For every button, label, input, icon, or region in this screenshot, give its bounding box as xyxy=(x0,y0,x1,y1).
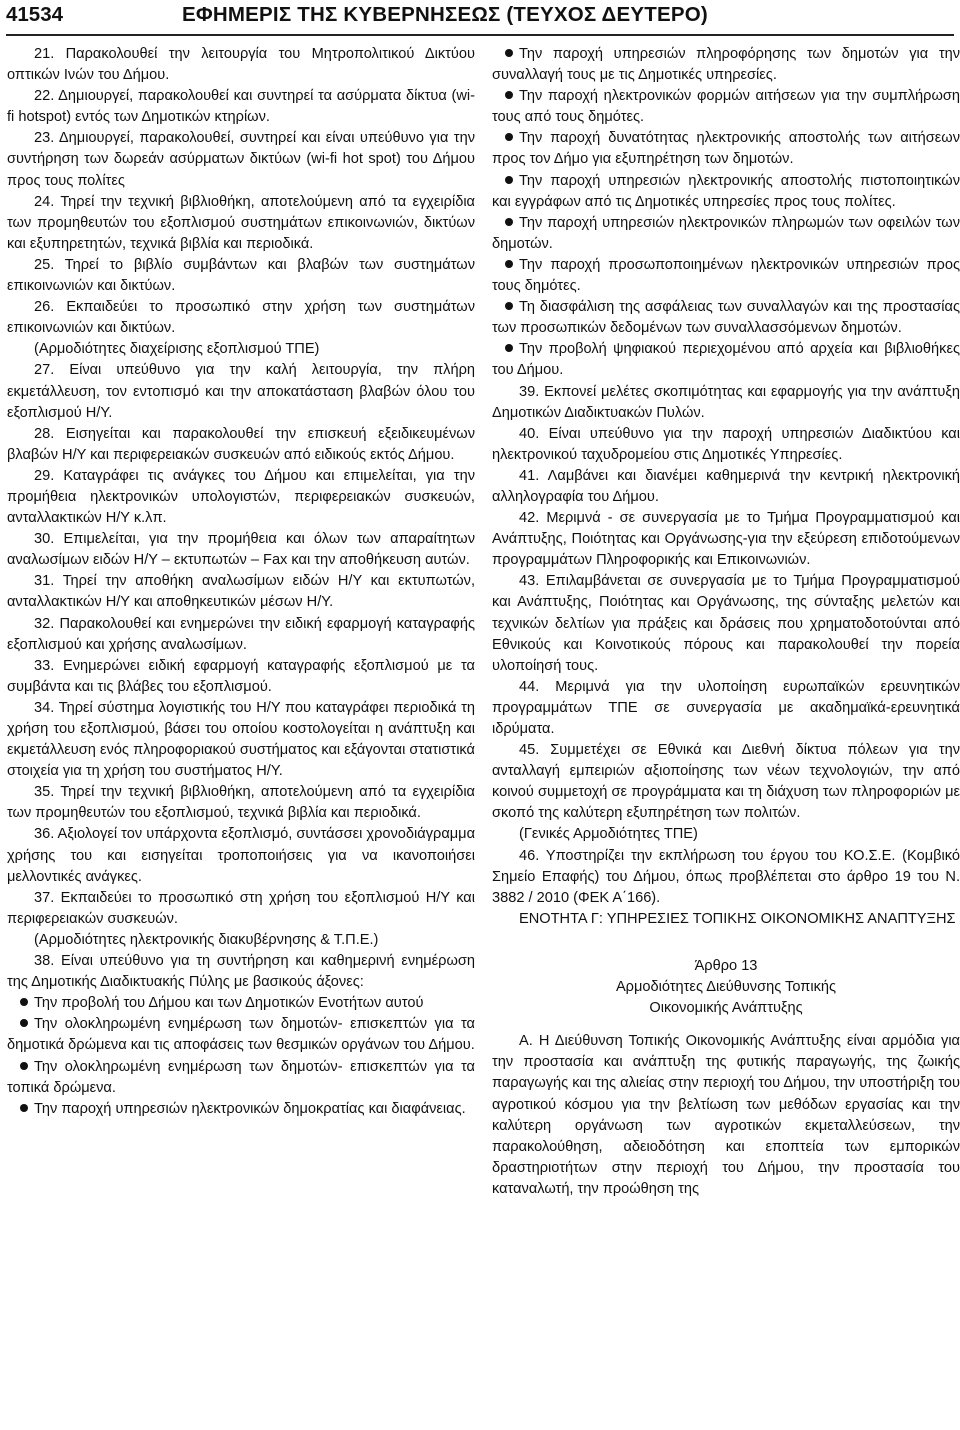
bullet-icon xyxy=(505,344,513,352)
left-column xyxy=(7,44,475,1120)
bullet-icon xyxy=(505,218,513,226)
paragraph-43: 43. Επιλαμβάνεται σε συνεργασία με το Τμήμα Προγραμματισμού και Ανάπτυξης, Ποιότητας και Οργάνωσης, της σύνταξης μελετών και τεχνικών δελτίων για πράξεις και δράσεις που χρηματοδοτούνται από Εθνικούς και Κοινοτικούς πόρους και παρακολουθεί την πορεία υλοποίησή τους. xyxy=(492,573,960,674)
article-body: Α. Η Διεύθυνση Τοπικής Οικονομικής Ανάπτυξης είναι αρμόδια για την προστασία και ανάπτυξη της φυτικής παραγωγής, της ζωικής παραγωγής και της αλιείας στην περιοχή του Δήμου, την υποστήριξη του αγροτικού κόσμου για την βελτίωση των μεθόδων εργασίας και την καλύτερη οργάνωση των αγροτικών εκμεταλλεύσεων, την παρακολούθηση, αδειοδότηση και εποπτεία των εμπορικών δραστηριοτήτων στην περιοχή του Δήμου, την προστασία του καταναλωτή, την προώθηση της xyxy=(492,1033,960,1197)
section-label-general: (Γενικές Αρμοδιότητες ΤΠΕ) xyxy=(519,826,698,843)
paragraph-38: 38. Είναι υπεύθυνο για τη συντήρηση και καθημερινή ενημέρωση της Δημοτικής Διαδικτυακής Πύλης με βασικούς άξονες: xyxy=(7,953,475,991)
right-column xyxy=(492,44,960,1200)
bullet-item: Την προβολή του Δήμου και των Δημοτικών Ενοτήτων αυτού xyxy=(7,993,475,1014)
bullet-icon xyxy=(20,1062,28,1070)
section-heading-unit-c: ΕΝΟΤΗΤΑ Γ: ΥΠΗΡΕΣΙΕΣ ΤΟΠΙΚΗΣ ΟΙΚΟΝΟΜΙΚΗΣ ΑΝΑΠΤΥΞΗΣ xyxy=(519,910,956,927)
paragraph-42: 42. Μεριμνά - σε συνεργασία με το Τμήμα Προγραμματισμού και Ανάπτυξης, Ποιότητας και Οργάνωσης-για την εξεύρεση επιδοτούμενων προγραμμάτων Πληροφορικής και Επικοινωνιών. xyxy=(492,510,960,569)
bullet-icon xyxy=(505,133,513,141)
bullet-icon xyxy=(505,91,513,99)
paragraph-24: 24. Τηρεί την τεχνική βιβλιοθήκη, αποτελούμενη από τα εγχειρίδια των προμηθευτών του εξοπλισμού συστημάτων επικοινωνιών, δικτύων και εξυπηρετητών, τεχνικά βιβλία και περιοδικά. xyxy=(7,193,475,252)
article-subtitle-line-2: Οικονομικής Ανάπτυξης xyxy=(649,1000,803,1017)
paragraph-22: 22. Δημιουργεί, παρακολουθεί και συντηρεί τα ασύρματα δίκτυα (wi-fi hotspot) εντός των Δημοτικών κτηρίων. xyxy=(7,88,475,126)
paragraph-32: 32. Παρακολουθεί και ενημερώνει την ειδική εφαρμογή καταγραφής εξοπλισμού και χρήσης αναλωσίμων. xyxy=(7,615,475,653)
bullet-item: Την προβολή ψηφιακού περιεχομένου από αρχεία και βιβλιοθήκες του Δήμου. xyxy=(492,341,960,379)
bullet-icon xyxy=(505,260,513,268)
bullet-icon xyxy=(505,49,513,57)
paragraph-40: 40. Είναι υπεύθυνο για την παροχή υπηρεσιών Διαδικτύου και ηλεκτρονικού ταχυδρομείου στις Δημοτικές Υπηρεσίες. xyxy=(492,425,960,463)
bullet-icon xyxy=(505,302,513,310)
paragraph-37: 37. Εκπαιδεύει το προσωπικό στη χρήση του εξοπλισμού Η/Υ και περιφερειακών συσκευών. xyxy=(7,889,475,927)
bullet-icon xyxy=(20,1019,28,1027)
paragraph-28: 28. Εισηγείται και παρακολουθεί την επισκευή εξειδικευμένων βλαβών Η/Υ και περιφερειακών συσκευών από ειδικούς εκτός Δήμου. xyxy=(7,425,475,463)
paragraph-21: 21. Παρακολουθεί την λειτουργία του Μητροπολιτικού Δικτύου οπτικών Ινών του Δήμου. xyxy=(7,46,475,84)
bullet-icon xyxy=(505,176,513,184)
paragraph-46: 46. Υποστηρίζει την εκπλήρωση του έργου του ΚΟ.Σ.Ε. (Κομβικό Σημείο Επαφής) του Δήμου, όπως προβλέπεται στο άρθρο 19 του Ν. 3882 / 2010 (ΦΕΚ Α΄166). xyxy=(492,847,960,906)
paragraph-23: 23. Δημιουργεί, παρακολουθεί, συντηρεί και είναι υπεύθυνο για την συντήρηση των δωρεάν ασύρματων δικτύων (wi-fi hot spot) του Δήμου προς τους πολίτες xyxy=(7,130,475,189)
bullet-icon xyxy=(20,1104,28,1112)
paragraph-30: 30. Επιμελείται, για την προμήθεια και όλων των απαραίτητων αναλωσίμων ειδών Η/Υ – εκτυπωτών – Fax και την αποθήκευση αυτών. xyxy=(7,531,475,569)
bullet-item: Την παροχή υπηρεσιών ηλεκτρονικών δημοκρατίας και διαφάνειας. xyxy=(7,1099,475,1120)
paragraph-41: 41. Λαμβάνει και διανέμει καθημερινά την κεντρική ηλεκτρονική αλληλογραφία του Δήμου. xyxy=(492,467,960,505)
bullet-item: Την παροχή προσωποποιημένων ηλεκτρονικών υπηρεσιών προς τους δημότες. xyxy=(492,256,960,295)
paragraph-36: 36. Αξιολογεί τον υπάρχοντα εξοπλισμό, συντάσσει χρονοδιάγραμμα χρήσης του και εισηγείται τροποποιήσεις για να ικανοποιήσει μελλοντικές ανάγκες. xyxy=(7,826,476,885)
paragraph-45: 45. Συμμετέχει σε Εθνικά και Διεθνή δίκτυα πόλεων για την ανταλλαγή εμπειριών αξιοποίησης των νέων τεχνολογιών, την από κοινού συμμετοχή σε προγράμματα και τη διάχυση των πληροφοριών με σκοπό της καλύτερη εξυπηρέτηση των πολιτών. xyxy=(492,742,960,822)
section-label-egovernment: (Αρμοδιότητες ηλεκτρονικής διακυβέρνησης & Τ.Π.Ε.) xyxy=(34,931,379,948)
paragraph-35: 35. Τηρεί την τεχνική βιβλιοθήκη, αποτελούμενη από τα εγχειρίδια των προμηθευτών του εξοπλισμού, τεχνικά βιβλία και περιοδικά. xyxy=(7,784,475,822)
paragraph-44: 44. Μεριμνά για την υλοποίηση ευρωπαϊκών ερευνητικών προγραμμάτων ΤΠΕ σε συνεργασία με ακαδημαϊκά-ερευνητικά ιδρύματα. xyxy=(492,678,960,737)
section-label-equipment: (Αρμοδιότητες διαχείρισης εξοπλισμού ΤΠΕ) xyxy=(34,341,320,358)
paragraph-39: 39. Εκπονεί μελέτες σκοπιμότητας και εφαρμογής για την ανάπτυξη Δημοτικών Διαδικτυακών Πυλών. xyxy=(492,383,960,421)
bullet-item: Την παροχή υπηρεσιών πληροφόρησης των δημοτών για την συναλλαγή τους με τις Δημοτικές υπηρεσίες. xyxy=(492,46,960,84)
article-heading: Άρθρο 13 xyxy=(694,957,758,974)
paragraph-27: 27. Είναι υπεύθυνο για την καλή λειτουργία, την πλήρη εκμετάλλευση, τον εντοπισμό και την αποκατάσταση βλαβών όλου του εξοπλισμού Η/Υ. xyxy=(7,362,475,421)
bullet-item: Τη διασφάλιση της ασφάλειας των συναλλαγών και της προστασίας των προσωπικών δεδομένων των συναλλασσόμενων δημοτών. xyxy=(492,299,960,337)
bullet-item: Την ολοκληρωμένη ενημέρωση των δημοτών- επισκεπτών για τα δημοτικά δρώμενα και τις αποφάσεις των θεσμικών οργάνων του Δήμου. xyxy=(7,1016,475,1054)
paragraph-31: 31. Τηρεί την αποθήκη αναλωσίμων ειδών Η/Υ και εκτυπωτών, ανταλλακτικών Η/Υ και αποθηκευτικών μέσων Η/Υ. xyxy=(7,573,475,611)
paragraph-33: 33. Ενημερώνει ειδική εφαρμογή καταγραφής εξοπλισμού με τα συμβάντα και τις βλάβες του εξοπλισμού. xyxy=(7,657,475,695)
bullet-item: Την παροχή υπηρεσιών ηλεκτρονικών πληρωμών των οφειλών των δημοτών. xyxy=(492,214,960,252)
paragraph-34: 34. Τηρεί σύστημα λογιστικής του Η/Υ που καταγράφει περιοδικά τη χρήση του εξοπλισμού, βάσει του οποίου κοστολογείται η ανάπτυξη και εκμετάλλευση ενός πληροφοριακού συστήματος και εξάγονται στατιστικά στοιχεία για τη χρήση του συστήματος Η/Υ. xyxy=(7,699,475,780)
bullet-item: Την παροχή δυνατότητας ηλεκτρονικής αποστολής των αιτήσεων προς τον Δήμο για εξυπηρέτηση των δημοτών. xyxy=(492,130,960,168)
bullet-item: Την παροχή ηλεκτρονικών φορμών αιτήσεων για την συμπλήρωση τους από τους δημότες. xyxy=(492,88,960,126)
paragraph-25: 25. Τηρεί το βιβλίο συμβάντων και βλαβών των συστημάτων επικοινωνιών και δικτύων. xyxy=(7,256,475,295)
bullet-item: Την παροχή υπηρεσιών ηλεκτρονικής αποστολής πιστοποιητικών και εγγράφων από τις Δημοτικές υπηρεσίες προς τους πολίτες. xyxy=(492,172,960,210)
bullet-icon xyxy=(20,998,28,1006)
page-number: 41534 xyxy=(6,3,64,26)
page-header xyxy=(6,0,954,36)
article-subtitle-line-1: Αρμοδιότητες Διεύθυνσης Τοπικής xyxy=(615,979,837,996)
paragraph-29: 29. Καταγράφει τις ανάγκες του Δήμου και επιμελείται, για την προμήθεια ηλεκτρονικών υπολογιστών, περιφερειακών συσκευών, ανταλλακτικών Η/Υ κ.λπ. xyxy=(7,467,475,527)
gazette-title: ΕΦΗΜΕΡΙΣ ΤΗΣ ΚΥΒΕΡΝΗΣΕΩΣ (ΤΕΥΧΟΣ ΔΕΥΤΕΡΟ) xyxy=(182,3,708,26)
paragraph-26: 26. Εκπαιδεύει το προσωπικό στην χρήση των συστημάτων επικοινωνιών και δικτύων. xyxy=(7,299,475,337)
bullet-item: Την ολοκληρωμένη ενημέρωση των δημοτών- επισκεπτών για τα τοπικά δρώμενα. xyxy=(7,1058,475,1096)
